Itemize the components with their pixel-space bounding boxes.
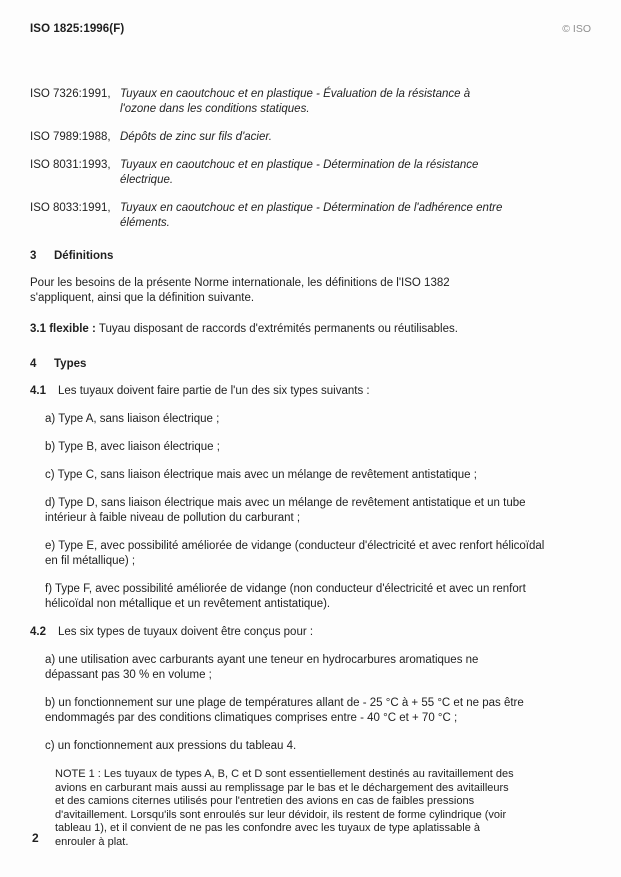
design-requirements-list (30, 653, 591, 754)
copyright-notice: © ISO (562, 23, 591, 35)
clause-number: 4.1 (30, 385, 46, 397)
reference-label: ISO 7989:1988, (30, 131, 111, 143)
section-title: Types (54, 358, 87, 370)
reference-label: ISO 8033:1991, (30, 202, 111, 214)
type-item: d) Type D, sans liaison électrique mais avec un mélange de revêtement antistatique et un tube intérieur à faible niveau de pollution du carburant ; (45, 497, 526, 524)
section-definitions (30, 249, 591, 337)
clause-number: 4.2 (30, 626, 46, 638)
reference-title: Tuyaux en caoutchouc et en plastique - Évaluation de la résistance à l'ozone dans les conditions statiques. (120, 88, 471, 115)
section-title: Définitions (54, 250, 114, 262)
type-list (30, 412, 591, 612)
type-item: e) Type E, avec possibilité améliorée de vidange (conducteur d'électricité et avec renfort hélicoïdal en fil métallique) ; (45, 540, 545, 567)
clause-4-2 (30, 625, 591, 640)
clause-text: Les six types de tuyaux doivent être conçus pour : (58, 626, 314, 638)
reference-entry (30, 158, 591, 188)
clause-text: Les tuyaux doivent faire partie de l'un des six types suivants : (58, 385, 370, 397)
reference-entry (30, 201, 591, 231)
reference-label: ISO 7326:1991, (30, 88, 111, 100)
document-reference: ISO 1825:1996(F) (30, 23, 125, 35)
clause-4-1 (30, 384, 591, 399)
reference-entry (30, 130, 591, 145)
definitions-intro: Pour les besoins de la présente Norme internationale, les définitions de l'ISO 1382 s'appliquent, ainsi que la définition suivante. (30, 277, 450, 304)
definition-entry (30, 322, 591, 337)
reference-entry (30, 87, 591, 117)
reference-title: Tuyaux en caoutchouc et en plastique - Détermination de la résistance électrique. (120, 159, 479, 186)
page-header (30, 22, 591, 37)
type-item: b) Type B, avec liaison électrique ; (45, 441, 220, 453)
reference-label: ISO 8031:1993, (30, 159, 111, 171)
design-item: a) une utilisation avec carburants ayant une teneur en hydrocarbures aromatiques ne dépassant pas 30 % en volume ; (45, 654, 479, 681)
section-number: 4 (30, 358, 37, 370)
design-item: c) un fonctionnement aux pressions du tableau 4. (45, 740, 297, 752)
note-1: NOTE 1 : Les tuyaux de types A, B, C et D sont essentiellement destinés au ravitaillement des avions en carburant mais aussi au remplissage par le bas et le déchargement des avitailleurs et des camions citernes utilisés pour l'entretien des avions en cas de faibles pressions d'avitaillement. Lorsqu'ils sont enroulés sur leur dévidoir, ils restent de forme cylindrique (voir tableau 1), et il convient de ne pas les confondre avec les tuyaux de type aplatissable à enrouler à plat. (55, 768, 514, 848)
type-item: c) Type C, sans liaison électrique mais avec un mélange de revêtement antistatique ; (45, 469, 477, 481)
page-number: 2 (32, 831, 39, 845)
section-number: 3 (30, 250, 37, 262)
type-item: f) Type F, avec possibilité améliorée de vidange (non conducteur d'électricité et avec un renfort hélicoïdal non métallique et un revêtement antistatique). (45, 583, 526, 610)
design-item: b) un fonctionnement sur une plage de températures allant de - 25 °C à + 55 °C et ne pas être endommagés par des conditions climatiques comprises entre - 40 °C et + 70 °C ; (45, 697, 524, 724)
section-heading (30, 249, 591, 264)
reference-title: Tuyaux en caoutchouc et en plastique - Détermination de l'adhérence entre éléments. (120, 202, 503, 229)
section-heading (30, 357, 591, 372)
definition-term: flexible : (49, 323, 96, 335)
reference-title: Dépôts de zinc sur fils d'acier. (120, 131, 272, 143)
definition-text: Tuyau disposant de raccords d'extrémités permanents ou réutilisables. (98, 323, 458, 335)
definition-number: 3.1 (30, 323, 46, 335)
normative-references (30, 87, 591, 231)
section-types (30, 357, 591, 850)
type-item: a) Type A, sans liaison électrique ; (45, 413, 220, 425)
